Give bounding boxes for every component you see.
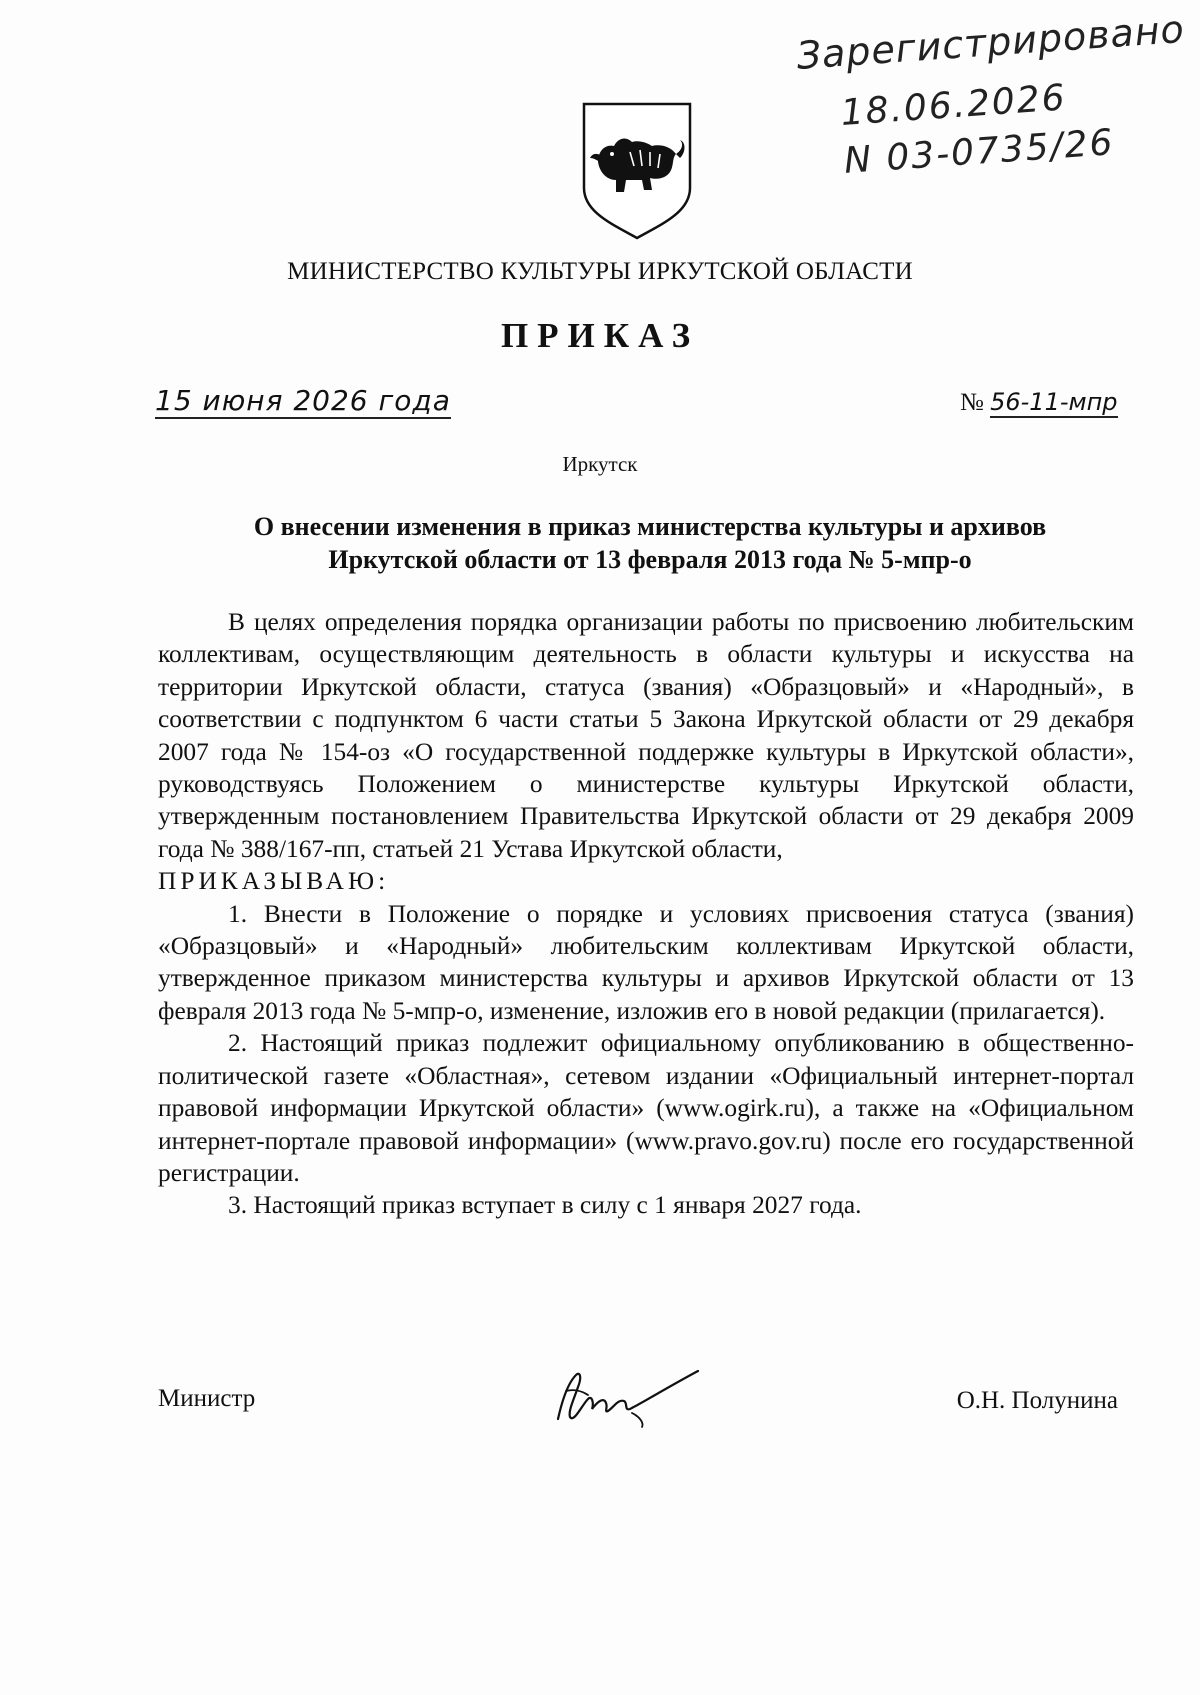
number-sign: №	[960, 389, 984, 416]
order-number-value: 56-11-мпр	[990, 388, 1118, 416]
order-item-3: 3. Настоящий приказ вступает в силу с 1 января 2027 года.	[228, 1191, 862, 1220]
order-item-2: 2. Настоящий приказ подлежит официальному опубликованию в общественно-политической газете «Областная», сетевом издании «Официальный интернет-портал правовой информации Иркутской области» (www.ogirk.ru), а также на «Официальном интернет-портале правовой информации» (www.pravo.gov.ru) после его государственной регистрации.	[158, 1029, 1134, 1187]
irkutsk-coat-of-arms-icon	[580, 100, 694, 242]
preamble-paragraph: В целях определения порядка организации работы по присвоению любительским коллективам, осуществляющим деятельность в области культуры и искусства на территории Иркутской области, статуса (звания) «Образцовый» и «Народный», в соответствии с подпунктом 6 части статьи 5 Закона Иркутской области от 29 декабря 2007 года № 154-оз «О государственной поддержке культуры в Иркутской области», руководствуясь Положением о министерстве культуры Иркутской области, утвержденным постановлением Правительства Иркутской области от 29 декабря 2009 года № 388/167-пп, статьей 21 Устава Иркутской области,	[158, 608, 1134, 863]
city: Иркутск	[562, 452, 638, 476]
order-body	[158, 606, 1134, 1222]
subject-line-1: О внесении изменения в приказ министерства культуры и архивов	[253, 512, 1047, 541]
order-subject	[160, 510, 1140, 576]
signatory-role: Министр	[158, 1385, 256, 1412]
document-type: ПРИКАЗ	[500, 316, 700, 355]
order-number	[960, 388, 1118, 418]
ministry-name: МИНИСТЕРСТВО КУЛЬТУРЫ ИРКУТСКОЙ ОБЛАСТИ	[287, 258, 913, 285]
order-item-1: 1. Внести в Положение о порядке и условиях присвоения статуса (звания) «Образцовый» и «Народный» любительским коллективам Иркутской области, утвержденное приказом министерства культуры и архивов Иркутской области от 13 февраля 2013 года № 5-мпр-о, изменение, изложив его в новой редакции (прилагается).	[158, 899, 1134, 1025]
order-date: 15 июня 2026 года	[155, 384, 451, 417]
handwritten-signature-icon	[548, 1361, 708, 1431]
registration-stamp	[755, 6, 1187, 187]
signature-block	[158, 1375, 1118, 1445]
registration-date: 18.06.2026	[839, 77, 1068, 135]
registration-number: N 03-0735/26	[842, 122, 1116, 182]
subject-line-2: Иркутской области от 13 февраля 2013 года № 5-мпр-о	[328, 545, 972, 574]
registration-stamp-label: Зарегистрировано	[795, 6, 1187, 78]
order-directive: ПРИКАЗЫВАЮ:	[158, 867, 390, 896]
signatory-name: О.Н. Полунина	[956, 1387, 1118, 1414]
